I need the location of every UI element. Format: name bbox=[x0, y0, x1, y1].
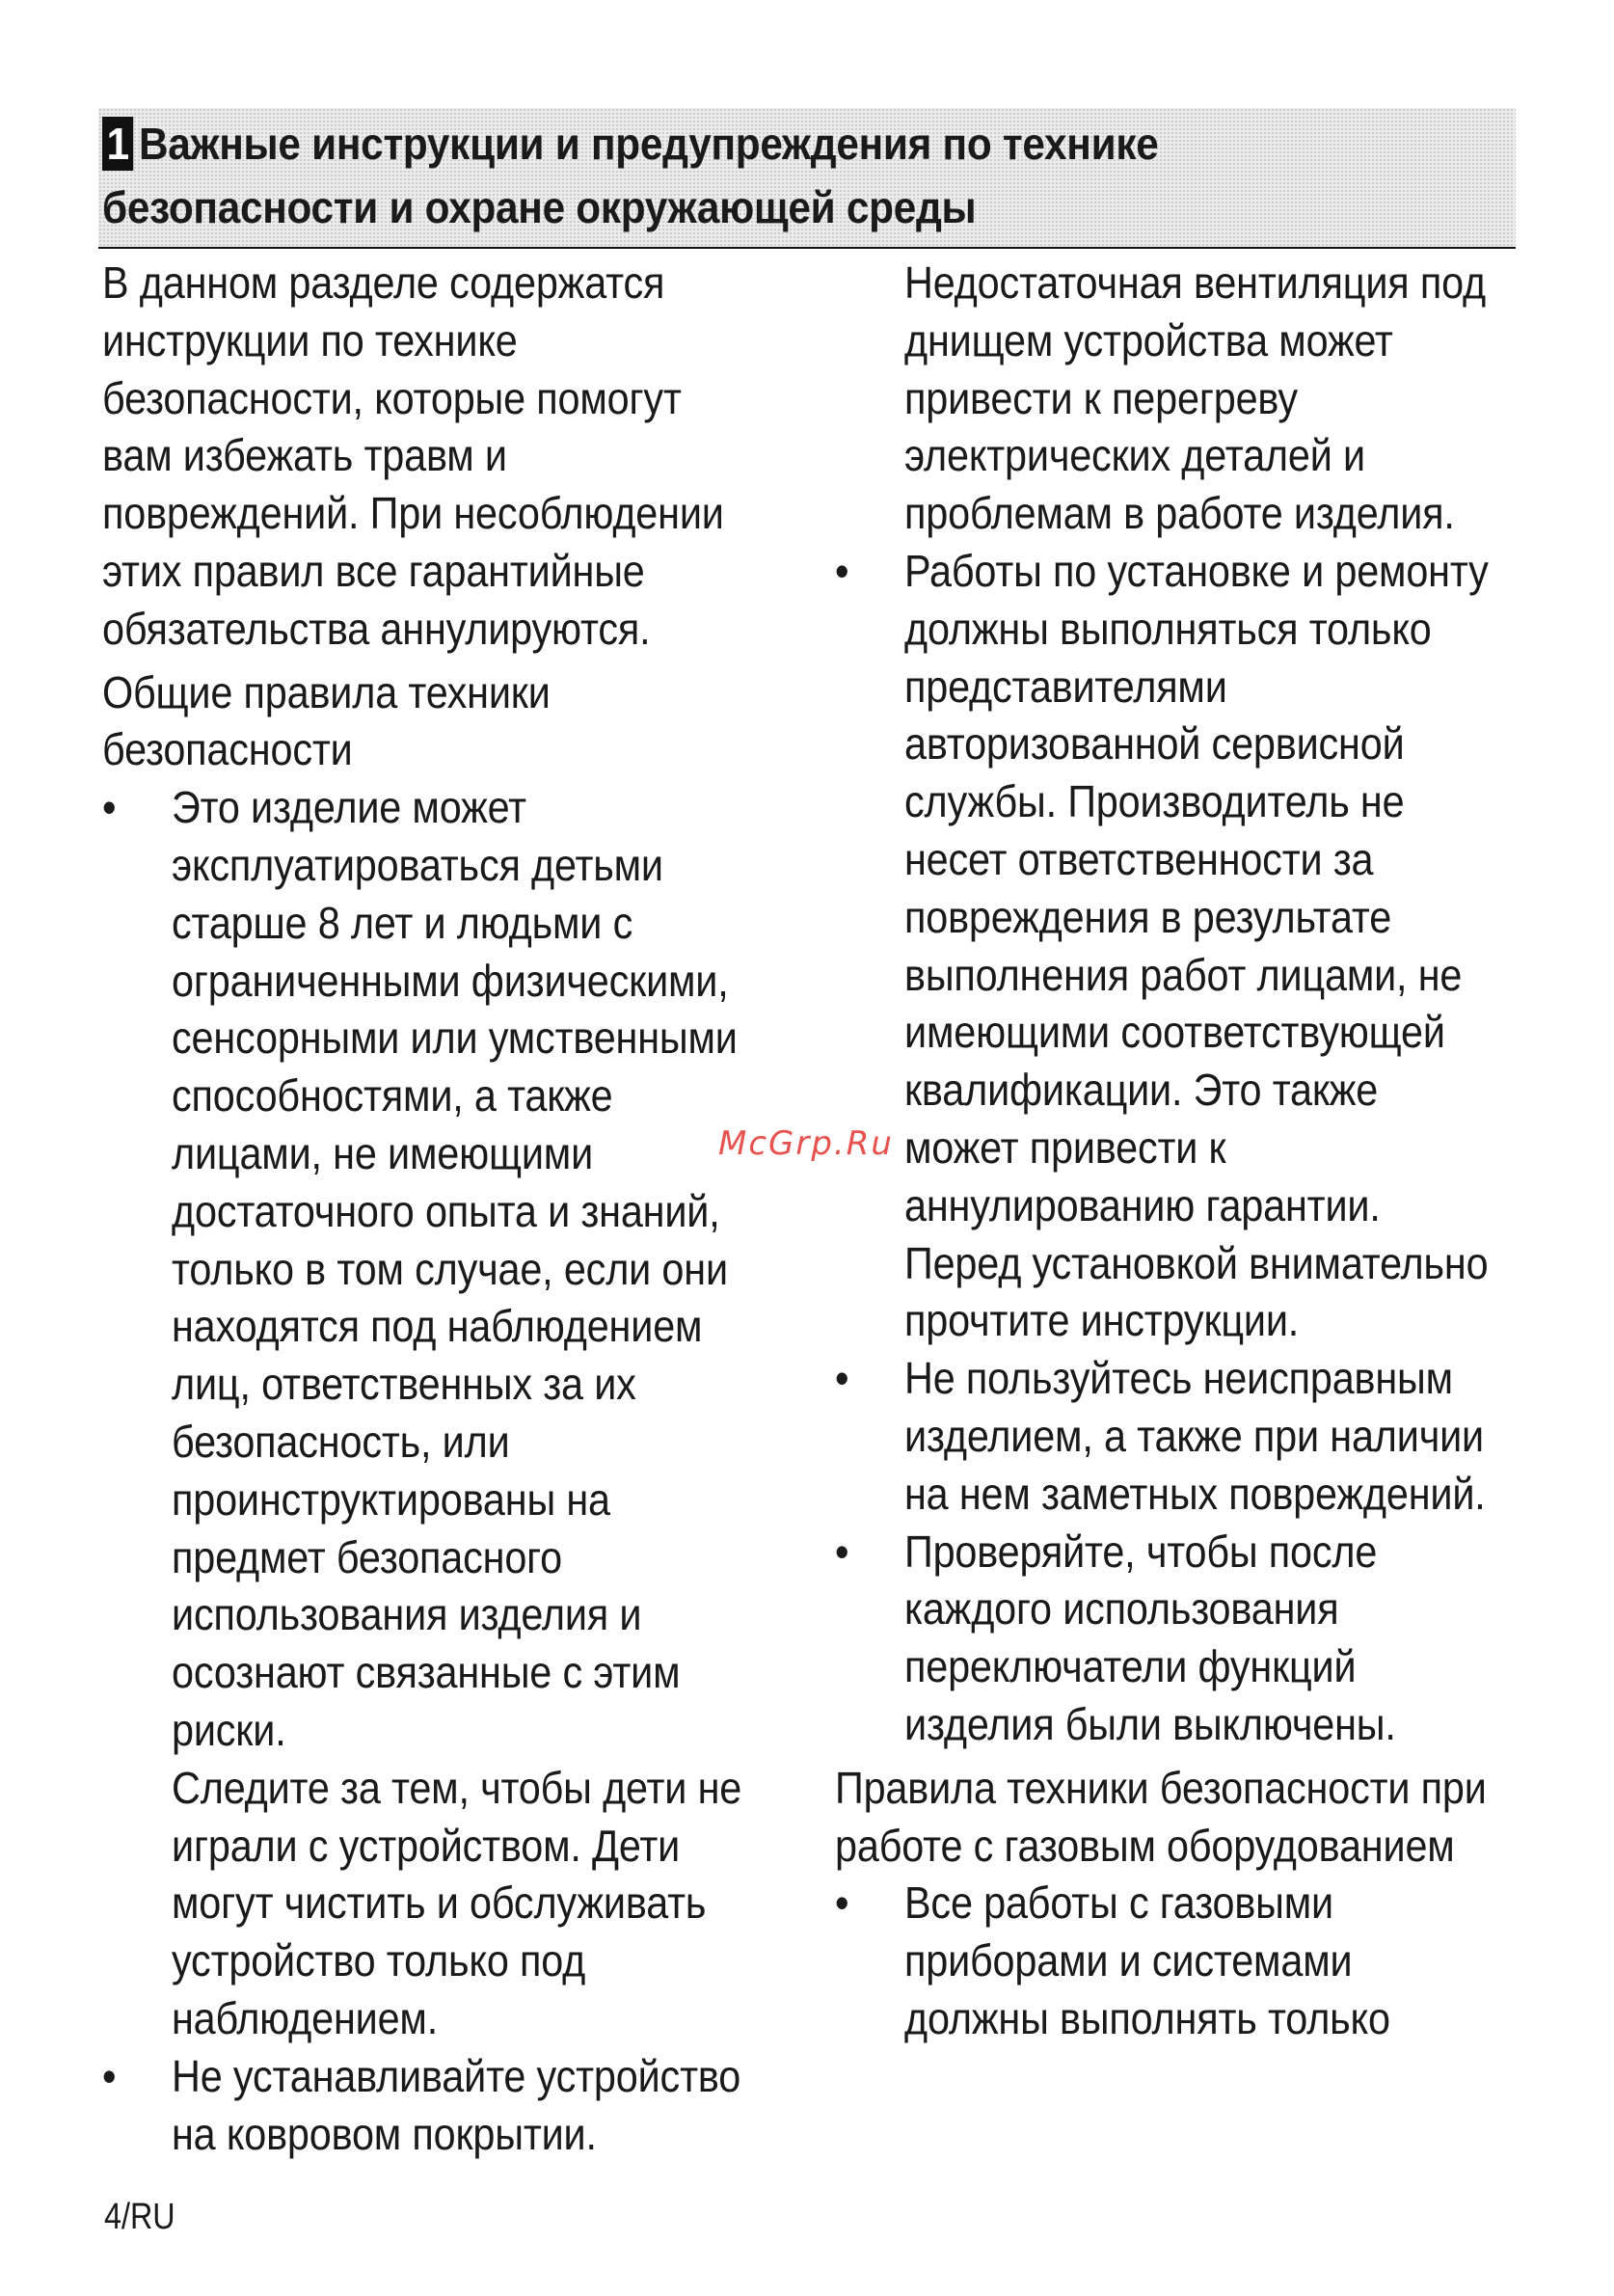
list-item bbox=[835, 1875, 1494, 2047]
list-item-continuation: Недостаточная вентиляция под днищем устройства может привести к перегреву электрических деталей и проблемам в работе изделия. bbox=[904, 257, 1486, 539]
gas-safety-heading: Правила техники безопасности при работе с газовым оборудованием bbox=[835, 1762, 1487, 1871]
intro-paragraph: В данном разделе содержатся инструкции по технике безопасности, которые помогут вам избежать травм и повреждений. При несоблюдении этих правил все гарантийные обязательства аннулируются. bbox=[102, 257, 724, 654]
bullet-icon: • bbox=[835, 545, 849, 596]
section-number: 1 bbox=[102, 117, 133, 171]
list-item bbox=[102, 779, 762, 1760]
bullet-icon: • bbox=[835, 1353, 849, 1404]
left-column bbox=[102, 255, 762, 2163]
list-item bbox=[835, 543, 1494, 1235]
bullet-icon: • bbox=[835, 1877, 849, 1929]
list-item-continuation: Перед установкой внимательно прочтите инструкции. bbox=[904, 1237, 1489, 1346]
list-item-text: Проверяйте, чтобы после каждого использования переключатели функций изделия были выключены. bbox=[904, 1526, 1396, 1749]
title-line-1: Важные инструкции и предупреждения по технике bbox=[138, 119, 1159, 169]
list-item-text: Работы по установке и ремонту должны выполняться только представителями авторизованной сервисной службы. Производитель не несет ответственности за повреждения в результате выполнения работ лицами, не имеющими соответствующей квалификации. Это также может привести к аннулированию гарантии. bbox=[904, 545, 1489, 1230]
page-number: 4/RU bbox=[104, 2197, 175, 2237]
bullet-icon: • bbox=[835, 1526, 849, 1577]
title-line-2: безопасности и охране окружающей среды bbox=[102, 182, 977, 232]
list-item-text: Не пользуйтесь неисправным изделием, а также при наличии на нем заметных повреждений. bbox=[904, 1353, 1486, 1519]
list-item-text: Все работы с газовыми приборами и системами должны выполнять только bbox=[904, 1877, 1390, 2043]
section-title bbox=[102, 112, 1388, 239]
list-item-continuation: Следите за тем, чтобы дети не играли с устройством. Дети могут чистить и обслуживать устройство только под наблюдением. bbox=[172, 1762, 742, 2043]
general-safety-heading: Общие правила техники безопасности bbox=[102, 666, 551, 775]
list-item bbox=[102, 2048, 762, 2164]
list-item-text: Это изделие может эксплуатироваться детьми старше 8 лет и людьми с ограниченными физическими, сенсорными или умственными способностями, а также лицами, не имеющими достаточного опыта и знаний, только в том случае, если они находятся под наблюдением лиц, ответственных за их безопасность, или проинструктированы на предмет безопасного использования изделия и осознают связанные с этим риски. bbox=[172, 782, 738, 1755]
watermark: McGrp.Ru bbox=[718, 1124, 894, 1163]
list-item bbox=[835, 1350, 1494, 1523]
bullet-icon: • bbox=[102, 2050, 117, 2101]
right-column bbox=[835, 255, 1494, 2048]
list-item bbox=[835, 1524, 1494, 1754]
list-item-text: Не устанавливайте устройство на ковровом покрытии. bbox=[172, 2050, 741, 2159]
bullet-icon: • bbox=[102, 782, 117, 833]
